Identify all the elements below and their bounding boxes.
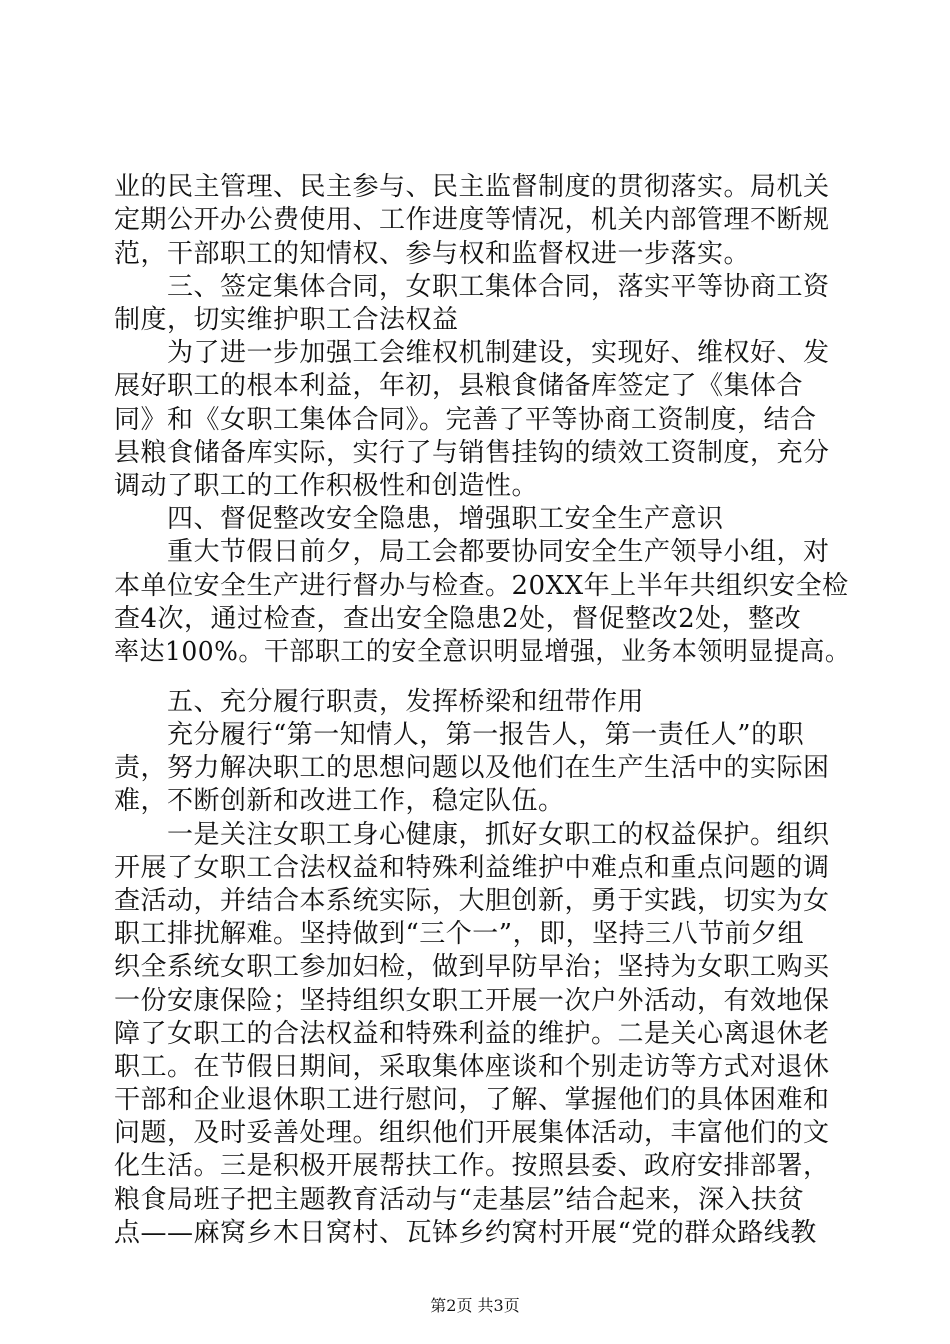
- text-line: 范，干部职工的知情权、参与权和监督权进一步落实。: [114, 239, 751, 269]
- text-line: 本单位安全生产进行督办与检查。20XX年上半年共组织安全检: [114, 571, 849, 601]
- text-line: 粮食局班子把主题教育活动与“走基层”结合起来，深入扶贫: [114, 1185, 805, 1215]
- text-line: 问题，及时妥善处理。组织他们开展集体活动，丰富他们的文: [114, 1118, 830, 1148]
- text-line: 开展了女职工合法权益和特殊利益维护中难点和重点问题的调: [114, 853, 830, 883]
- text-line: 职工。在节假日期间，采取集体座谈和个别走访等方式对退休: [114, 1052, 830, 1082]
- text-line: 充分履行“第一知情人，第一报告人，第一责任人”的职: [114, 720, 805, 750]
- text-line: 责，努力解决职工的思想问题以及他们在生产生活中的实际困: [114, 753, 830, 783]
- text-line: 同》和《女职工集体合同》。完善了平等协商工资制度，结合: [114, 405, 817, 435]
- text-line: 织全系统女职工参加妇检，做到早防早治；坚持为女职工购买: [114, 952, 830, 982]
- text-line: 重大节假日前夕，局工会都要协同安全生产领导小组，对: [114, 537, 830, 567]
- text-line: 干部和企业退休职工进行慰问，了解、掌握他们的具体困难和: [114, 1085, 830, 1115]
- text-line: 障了女职工的合法权益和特殊利益的维护。二是关心离退休老: [114, 1019, 830, 1049]
- section-heading: 制度，切实维护职工合法权益: [114, 305, 459, 335]
- page-number-footer: 第2页 共3页: [430, 1296, 520, 1315]
- text-line: 点——麻窝乡木日窝村、瓦钵乡约窝村开展“党的群众路线教: [114, 1218, 817, 1248]
- text-line: 查4次，通过检查，查出安全隐患2处，督促整改2处，整改: [114, 604, 802, 634]
- text-line: 调动了职工的工作积极性和创造性。: [114, 471, 539, 501]
- text-line: 难，不断创新和改进工作，稳定队伍。: [114, 786, 565, 816]
- text-line: 化生活。三是积极开展帮扶工作。按照县委、政府安排部署，: [114, 1151, 830, 1181]
- text-line: 县粮食储备库实际，实行了与销售挂钩的绩效工资制度，充分: [114, 438, 830, 468]
- text-line: 定期公开办公费使用、工作进度等情况，机关内部管理不断规: [114, 205, 830, 235]
- text-line: 一份安康保险；坚持组织女职工开展一次户外活动，有效地保: [114, 986, 830, 1016]
- text-line: 业的民主管理、民主参与、民主监督制度的贯彻落实。局机关: [114, 172, 830, 202]
- text-line: 展好职工的根本利益，年初，县粮食储备库签定了《集体合: [114, 371, 804, 401]
- text-line: 一是关注女职工身心健康，抓好女职工的权益保护。组织: [114, 820, 830, 850]
- text-line: 为了进一步加强工会维权机制建设，实现好、维权好、发: [114, 338, 830, 368]
- section-heading: 五、充分履行职责，发挥桥梁和纽带作用: [114, 687, 645, 717]
- section-heading: 三、签定集体合同，女职工集体合同，落实平等协商工资: [114, 272, 830, 302]
- section-heading: 四、督促整改安全隐患，增强职工安全生产意识: [114, 504, 724, 534]
- text-line: 率达100%。干部职工的安全意识明显增强，业务本领明显提高。: [114, 637, 851, 667]
- text-line: 查活动，并结合本系统实际，大胆创新，勇于实践，切实为女: [114, 886, 830, 916]
- text-line: 职工排扰解难。坚持做到“三个一”，即，坚持三八节前夕组: [114, 919, 805, 949]
